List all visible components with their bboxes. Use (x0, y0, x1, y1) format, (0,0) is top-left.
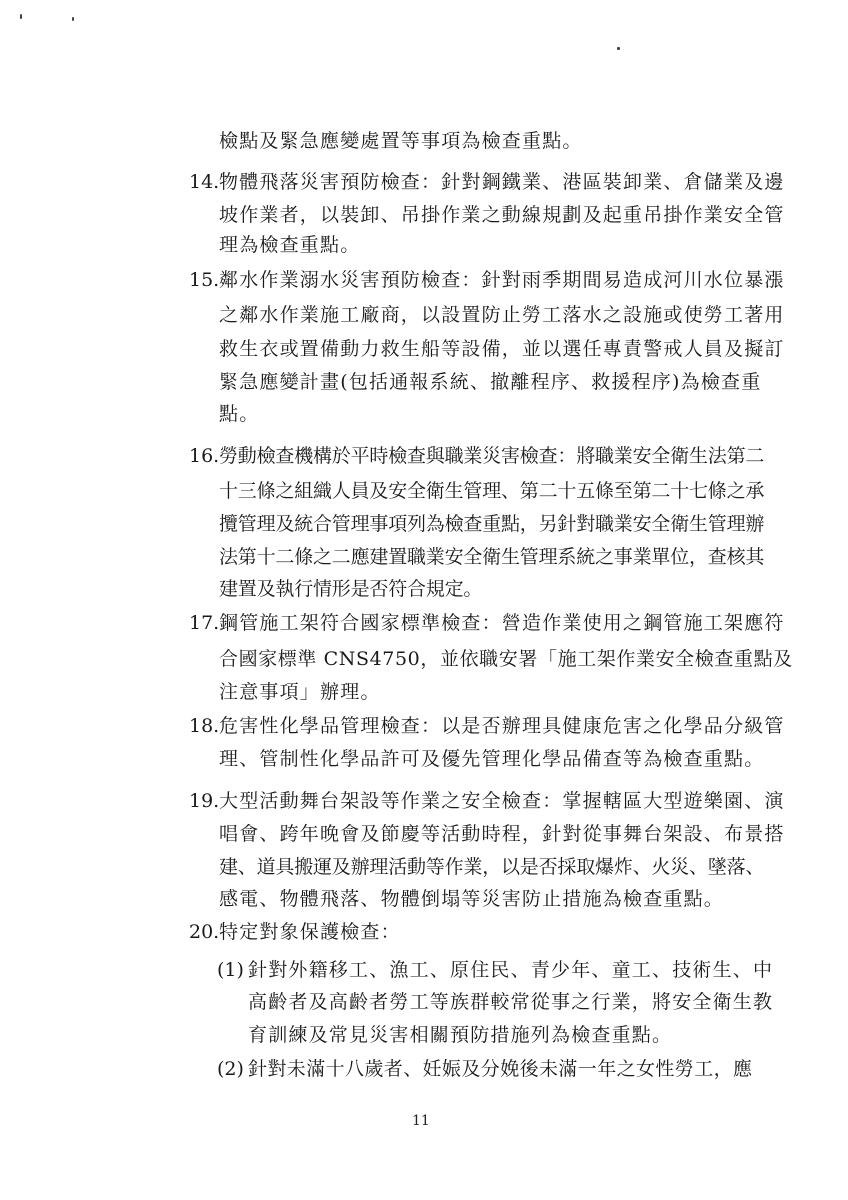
subitem-line: 針對外籍移工、漁工、原住民、青少年、童工、技術生、中 (248, 959, 774, 981)
item-line: 十三條之組織人員及安全衛生管理、第二十五條至第二十七條之承 (219, 480, 765, 502)
subitem-number: (1) (217, 959, 244, 981)
scan-speck (72, 17, 74, 21)
item-line: 點。 (219, 403, 260, 425)
intro-line: 檢點及緊急應變處置等事項為檢查重點。 (219, 130, 583, 152)
item-number: 17. (189, 612, 220, 634)
scan-speck (20, 14, 22, 19)
item-number: 14. (189, 171, 220, 193)
item-number: 16. (189, 445, 220, 467)
item-line: 建置及執行情形是否符合規定。 (219, 578, 483, 600)
item-line: 感電、物體飛落、物體倒塌等災害防止措施為檢查重點。 (219, 888, 725, 910)
item-line: 理為檢查重點。 (219, 234, 361, 256)
scan-speck (617, 47, 620, 50)
subitem-number: (2) (217, 1058, 244, 1080)
item-line: 危害性化學品管理檢查：以是否辦理具健康危害之化學品分級管 (219, 715, 785, 737)
item-line: 特定對象保護檢查： (219, 921, 401, 943)
item-line: 大型活動舞台架設等作業之安全檢查：掌握轄區大型遊樂園、演 (219, 790, 785, 812)
item-line: 建、道具搬運及辦理活動等作業，以是否採取爆炸、火災、墜落、 (219, 856, 765, 878)
item-line: 坡作業者，以裝卸、吊掛作業之動線規劃及起重吊掛作業安全管 (219, 204, 785, 226)
subitem-line: 針對未滿十八歲者、妊娠及分娩後未滿一年之女性勞工，應 (248, 1058, 753, 1080)
item-line: 注意事項」辦理。 (219, 681, 381, 703)
item-line: 鄰水作業溺水災害預防檢查：針對雨季期間易造成河川水位暴漲 (219, 269, 785, 291)
item-number: 20. (189, 921, 220, 943)
item-line: 物體飛落災害預防檢查：針對鋼鐵業、港區裝卸業、倉儲業及邊 (219, 171, 785, 193)
item-line: 救生衣或置備動力救生船等設備，並以選任專責警戒人員及擬訂 (219, 338, 785, 360)
item-number: 19. (189, 790, 220, 812)
item-line: 攬管理及統合管理事項列為檢查重點，另針對職業安全衛生管理辦 (219, 513, 765, 535)
item-line: 法第十二條之二應建置職業安全衛生管理系統之事業單位，查核其 (219, 546, 765, 568)
item-line: 勞動檢查機構於平時檢查與職業災害檢查：將職業安全衛生法第二 (219, 445, 765, 467)
item-line: 合國家標準 CNS4750，並依職安署「施工架作業安全檢查重點及 (219, 648, 793, 670)
item-line: 之鄰水作業施工廠商，以設置防止勞工落水之設施或使勞工著用 (219, 304, 785, 326)
subitem-line: 育訓練及常見災害相關預防措施列為檢查重點。 (248, 1024, 673, 1046)
item-line: 鋼管施工架符合國家標準檢查：營造作業使用之鋼管施工架應符 (219, 612, 785, 634)
item-line: 緊急應變計畫(包括通報系統、撤離程序、救援程序)為檢查重 (219, 371, 762, 393)
item-number: 15. (189, 269, 220, 291)
page-number: 11 (412, 1113, 430, 1129)
subitem-line: 高齡者及高齡者勞工等族群較常從事之行業，將安全衛生教 (248, 991, 774, 1013)
item-number: 18. (189, 715, 220, 737)
item-line: 唱會、跨年晚會及節慶等活動時程，針對從事舞台架設、布景搭 (219, 823, 785, 845)
item-line: 理、管制性化學品許可及優先管理化學品備查等為檢查重點。 (219, 748, 765, 770)
